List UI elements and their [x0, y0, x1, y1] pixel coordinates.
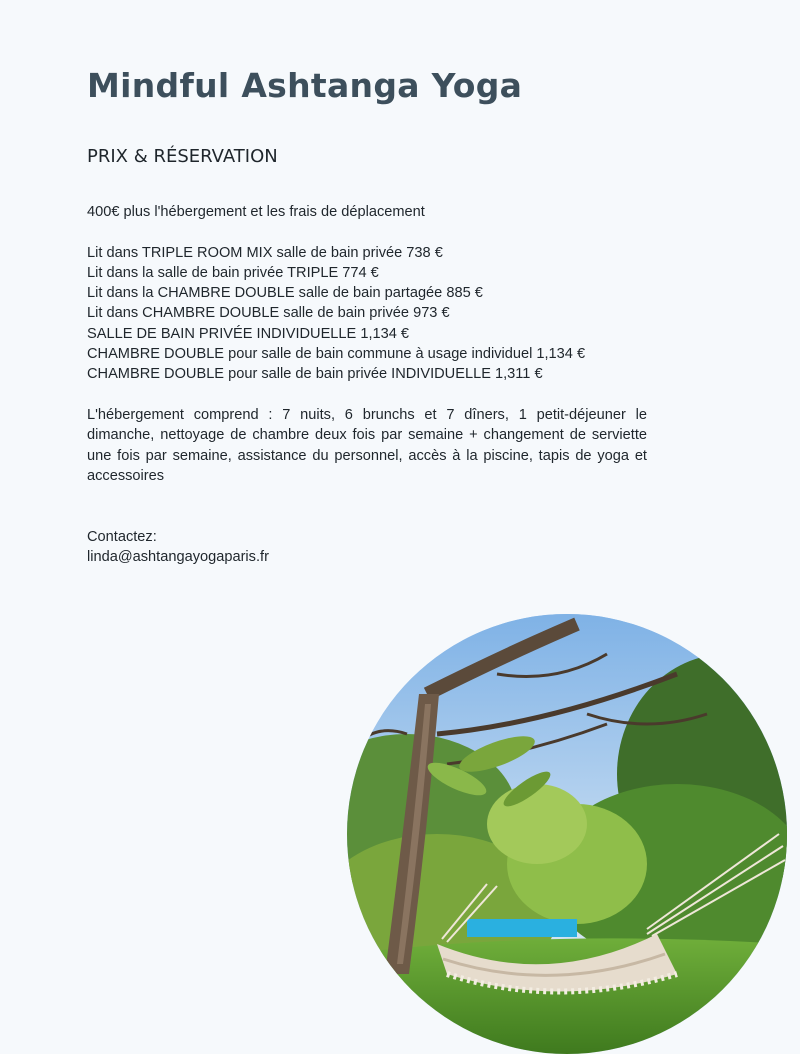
intro-text: 400€ plus l'hébergement et les frais de déplacement: [87, 204, 425, 220]
pricing-content: [87, 202, 647, 567]
includes-text: L'hébergement comprend : 7 nuits, 6 brunchs et 7 dîners, 1 petit-déjeuner le dimanche, nettoyage de chambre deux fois par semaine + changement de serviette une fois par semaine, assistance du personnel, accès à la piscine, tapis de yoga et accessoires: [87, 406, 647, 484]
price-item: CHAMBRE DOUBLE pour salle de bain commune à usage individuel 1,134 €: [87, 346, 586, 363]
price-item: Lit dans CHAMBRE DOUBLE salle de bain privée 973 €: [87, 305, 450, 322]
price-item: CHAMBRE DOUBLE pour salle de bain privée INDIVIDUELLE 1,311 €: [87, 366, 543, 383]
price-item: Lit dans la CHAMBRE DOUBLE salle de bain partagée 885 €: [87, 285, 483, 302]
garden-hammock-photo: [347, 614, 787, 1054]
price-item: Lit dans la salle de bain privée TRIPLE 774 €: [87, 264, 379, 281]
contact-email-link[interactable]: linda@ashtangayogaparis.fr: [87, 549, 269, 566]
page-title: Mindful Ashtanga Yoga: [87, 66, 523, 105]
price-item: Lit dans TRIPLE ROOM MIX salle de bain privée 738 €: [87, 244, 443, 261]
price-item: SALLE DE BAIN PRIVÉE INDIVIDUELLE 1,134 €: [87, 325, 410, 342]
section-heading: PRIX & RÉSERVATION: [87, 146, 278, 167]
contact-block: [87, 527, 647, 568]
contact-label: Contactez:: [87, 528, 157, 545]
price-list: [87, 243, 647, 385]
